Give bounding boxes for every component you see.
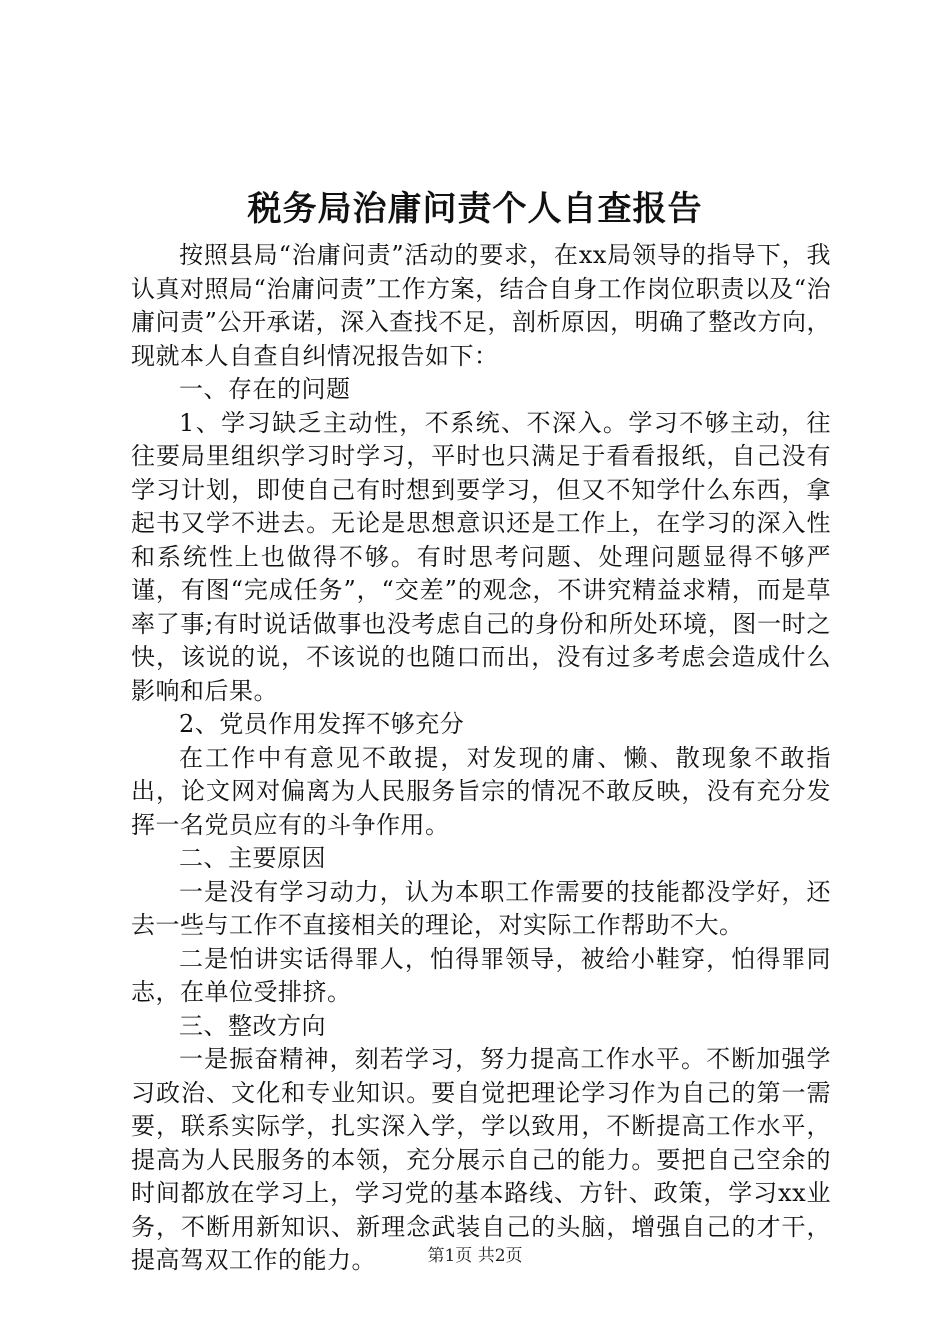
paragraph-intro: 按照县局“治庸问责”活动的要求，在xx局领导的指导下，我认真对照局“治庸问责”工作方案，结合自身工作岗位职责以及“治庸问责”公开承诺，深入查找不足，剖析原因，明确了整改方向，现就本人自查自纠情况报告如下： <box>131 241 831 370</box>
section-heading-rectification: 三、整改方向 <box>179 1011 326 1040</box>
paragraph-rectification-1: 一是振奋精神，刻若学习，努力提高工作水平。不断加强学习政治、文化和专业知识。要自觉把理论学习作为自己的第一需要，联系实际学，扎实深入学，学以致用，不断提高工作水平，提高为人民服务的本领，充分展示自己的能力。要把自己空余的时间都放在学习上，学习党的基本路线、方针、政策，学习xx业务，不断用新知识、新理念武装自己的头脑，增强自己的才干，提高驾双工作的能力。 <box>131 1045 831 1274</box>
section-heading-causes: 二、主要原因 <box>179 844 326 872</box>
paragraph-problem-1: 1、学习缺乏主动性，不系统、不深入。学习不够主动，往往要局里组织学习时学习，平时也只满足于看看报纸，自己没有学习计划，即使自己有时想到要学习，但又不知学什么东西，拿起书又学不进去。无论是思想意识还是工作上，在学习的深入性和系统性上也做得不够。有时思考问题、处理问题显得不够严谨，有图“完成任务”，“交差”的观念，不讲究精益求精，而是草率了事;有时说话做事也没考虑自己的身份和所处环境，图一时之快，该说的说，不该说的也随口而出，没有过多考虑会造成什么影响和后果。 <box>131 408 831 705</box>
document-body <box>131 239 831 1278</box>
paragraph-cause-2: 二是怕讲实话得罪人，怕得罪领导，被给小鞋穿，怕得罪同志，在单位受排挤。 <box>131 944 831 1006</box>
paragraph-cause-1: 一是没有学习动力，认为本职工作需要的技能都没学好，还去一些与工作不直接相关的理论，对实际工作帮助不大。 <box>131 877 831 939</box>
subheading-problem-2: 2、党员作用发挥不够充分 <box>179 710 465 738</box>
document-title: 税务局治庸问责个人自查报告 <box>247 189 703 229</box>
section-heading-problems: 一、存在的问题 <box>179 375 351 403</box>
page-number-footer: 第1页 共2页 <box>427 1246 523 1266</box>
paragraph-problem-2: 在工作中有意见不敢提，对发现的庸、懒、散现象不敢指出，论文网对偏离为人民服务旨宗的情况不敢反映，没有充分发挥一名党员应有的斗争作用。 <box>131 743 831 839</box>
